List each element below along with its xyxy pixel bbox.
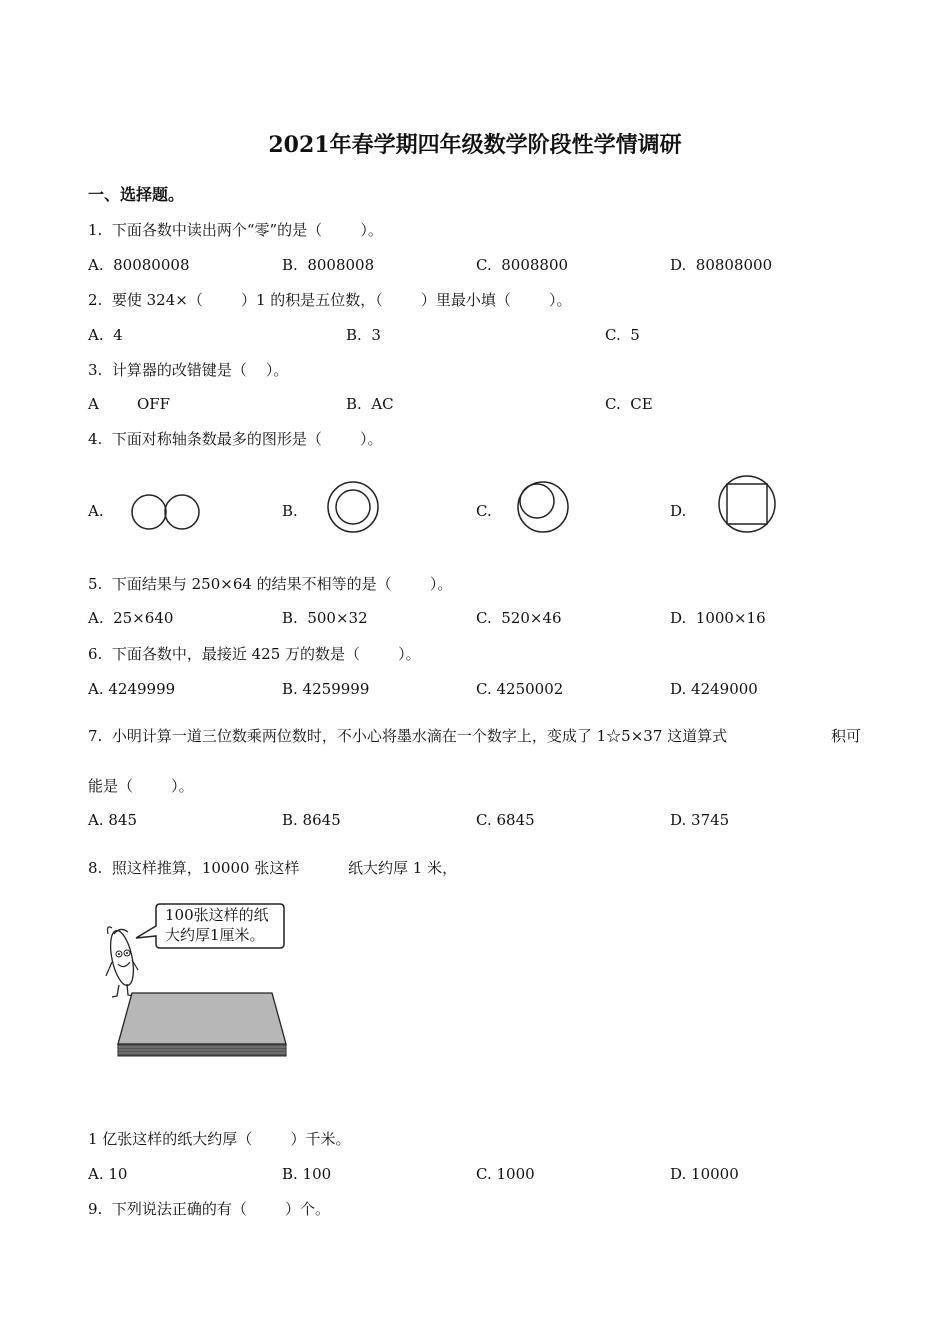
q4-option-a: A. — [88, 502, 104, 520]
q3-option-b: B. AC — [346, 395, 394, 413]
q4-option-d: D. — [670, 502, 687, 520]
q4-option-c: C. — [476, 502, 492, 520]
q8-option-b: B. 100 — [282, 1165, 332, 1183]
q1-option-c: C. 8008800 — [476, 256, 569, 274]
two-tangent-circles-figure — [130, 492, 202, 532]
q2-option-b: B. 3 — [346, 326, 381, 344]
q6-option-d: D. 4249000 — [670, 680, 758, 698]
q1-option-d: D. 80808000 — [670, 256, 773, 274]
q6-option-b: B. 4259999 — [282, 680, 370, 698]
question-7-stem-line2: 能是（ ）。 — [88, 777, 194, 795]
q3-option-a: A OFF — [88, 395, 171, 413]
internally-tangent-circles-figure — [516, 480, 572, 536]
square-in-circle-figure — [716, 474, 778, 536]
q4-option-b: B. — [282, 502, 298, 520]
q8-option-c: C. 1000 — [476, 1165, 535, 1183]
q5-option-a: A. 25×640 — [88, 609, 174, 627]
question-1-stem: 1. 下面各数中读出两个“零”的是（ ）。 — [88, 221, 383, 239]
q7-option-b: B. 8645 — [282, 811, 341, 829]
question-4-stem: 4. 下面对称轴条数最多的图形是（ ）。 — [88, 430, 383, 448]
question-2-stem: 2. 要使 324×（ ）1 的积是五位数，（ ）里最小填（ ）。 — [88, 291, 572, 309]
question-8-stem-tail: 纸大约厚 1 米， — [348, 859, 458, 877]
q7-option-a: A. 845 — [88, 811, 137, 829]
q3-option-c: C. CE — [605, 395, 653, 413]
section-heading: 一、选择题。 — [88, 185, 185, 204]
question-9-stem: 9. 下列说法正确的有（ ）个。 — [88, 1200, 330, 1218]
q8-option-a: A. 10 — [88, 1165, 128, 1183]
page-title: 2021年春学期四年级数学阶段性学情调研 — [268, 132, 682, 158]
question-7-stem-tail: 积可 — [831, 727, 862, 745]
q6-option-c: C. 4250002 — [476, 680, 564, 698]
q2-option-a: A. 4 — [88, 326, 123, 344]
q5-option-d: D. 1000×16 — [670, 609, 766, 627]
q1-option-a: A. 80080008 — [88, 256, 190, 274]
q5-option-c: C. 520×46 — [476, 609, 562, 627]
q1-option-b: B. 8008008 — [282, 256, 375, 274]
concentric-circles-figure — [326, 480, 382, 536]
q7-option-c: C. 6845 — [476, 811, 535, 829]
q6-option-a: A. 4249999 — [88, 680, 176, 698]
q8-option-d: D. 10000 — [670, 1165, 739, 1183]
question-3-stem: 3. 计算器的改错键是（ ）。 — [88, 361, 289, 379]
question-5-stem: 5. 下面结果与 250×64 的结果不相等的是（ ）。 — [88, 575, 453, 593]
question-8-stem-line2: 1 亿张这样的纸大约厚（ ）千米。 — [88, 1130, 351, 1148]
q7-option-d: D. 3745 — [670, 811, 730, 829]
speech-bubble-line-1: 100张这样的纸 — [165, 906, 269, 924]
question-6-stem: 6. 下面各数中，最接近 425 万的数是（ ）。 — [88, 645, 421, 663]
q2-option-c: C. 5 — [605, 326, 640, 344]
q5-option-b: B. 500×32 — [282, 609, 368, 627]
speech-bubble-line-2: 大约厚1厘米。 — [165, 926, 265, 944]
question-7-stem: 7. 小明计算一道三位数乘两位数时，不小心将墨水滴在一个数字上，变成了 1☆5×37 这道算式 — [88, 727, 728, 745]
question-8-stem: 8. 照这样推算，10000 张这样 — [88, 859, 300, 877]
